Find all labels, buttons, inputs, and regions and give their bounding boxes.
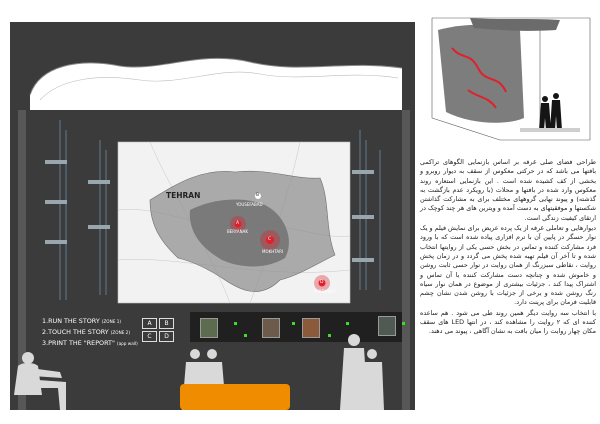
description-paragraph: دیوارهایی و تعاملی غرفه از یک پرده عریض برای نمایش فیلم و یک نوار حسگر در پایین آن با ترم افزاری پیاده شده است که با ورود فرد مشارکت کننده و تماس در بخش حسی یکی از روایتها انتخاب شده و تا آخر آن فیلم تهیه شده پخش می گردد و در زمان پخش روایت ، نقاطی سبزرنگ از همان روایت در نوار حسی ثابت روشن و خاموش شده و چنانچه دست مشارکت کننده با آن تماس و اشتراک پیدا کند ، جزئیات بیشتری از موضوع در همان نوار سیاه رنگ روشن شده و برخی از جزئیات با روشن شدن نشان چشم قابلیت فرمان برای پرینت دارد.: [420, 224, 596, 307]
story-thumbnail[interactable]: [200, 318, 218, 338]
indicator-light: [234, 322, 237, 325]
indicator-light: [346, 322, 349, 325]
instruction-list: [42, 316, 152, 349]
map-label-pardasht: PARDASHT: [314, 289, 336, 294]
story-thumbnail[interactable]: [378, 316, 396, 336]
orange-bench: [180, 384, 290, 410]
indicator-light: [292, 322, 295, 325]
instruction-run-story: 1.RUN THE STORY (ZONE 1): [42, 317, 121, 325]
map-marker-b-letter: B: [256, 193, 260, 198]
instruction-touch-story: 2.TOUCH THE STORY (ZONE 2): [42, 328, 130, 336]
map-label-yousefabad: YOUSEFABAD: [236, 202, 263, 207]
description-paragraph: با انتخاب سه روایت دیگر همین روند طی می شود . هم ساعده کننده ای که ۲ روایت را مشاهده کند ، در انتها LED های سقف مکان چهار روایت را میان بافت به نشان آگاهی ، پیوند می دهند.: [420, 308, 596, 336]
key-a: A: [142, 318, 157, 329]
indicator-light: [244, 334, 247, 337]
key-b: B: [159, 318, 174, 329]
panel-right-band: [402, 110, 410, 410]
description-paragraph: طراحی فضای صلی غرفه بر اساس بازنمایی الگوهای تراکمی بافتها می باشد که در حرکتی معکوس از سقف به دیوار روبرو و بخشی از کف کشیده شده است . این بازنمایی استعاره روند معکوس وارد شده در بافتها و محلات (با رویکرد عدم بازگشت به گذشته) و پیوند نهایی گروههای مختلف برای به مشارکت گذاشتن شکستها و موفقیتهای به دست آمده و ویترین های هر چند کوچک در ارتقای کیفیت زندگی است.: [420, 158, 596, 222]
instruction-print-report: 3.PRINT THE "REPORT" (app wall): [42, 339, 138, 347]
indicator-light: [328, 334, 331, 337]
sensor-strip: [190, 312, 402, 342]
story-thumbnail[interactable]: [262, 318, 280, 338]
map-city-label: TEHRAN: [166, 191, 201, 200]
key-d: D: [159, 331, 174, 342]
project-description: [420, 158, 596, 420]
map-marker-c-letter: C: [268, 237, 272, 242]
render-floor: [520, 128, 580, 132]
indicator-light: [402, 322, 405, 325]
key-c: C: [142, 331, 157, 342]
map-marker-a-letter: A: [236, 221, 240, 226]
story-thumbnail[interactable]: [302, 318, 320, 338]
map-marker-d-letter: D: [320, 280, 324, 285]
map-label-mokhtari: MOKHTARI: [262, 249, 284, 254]
map-label-beryanak: BERYANAK: [227, 229, 249, 234]
